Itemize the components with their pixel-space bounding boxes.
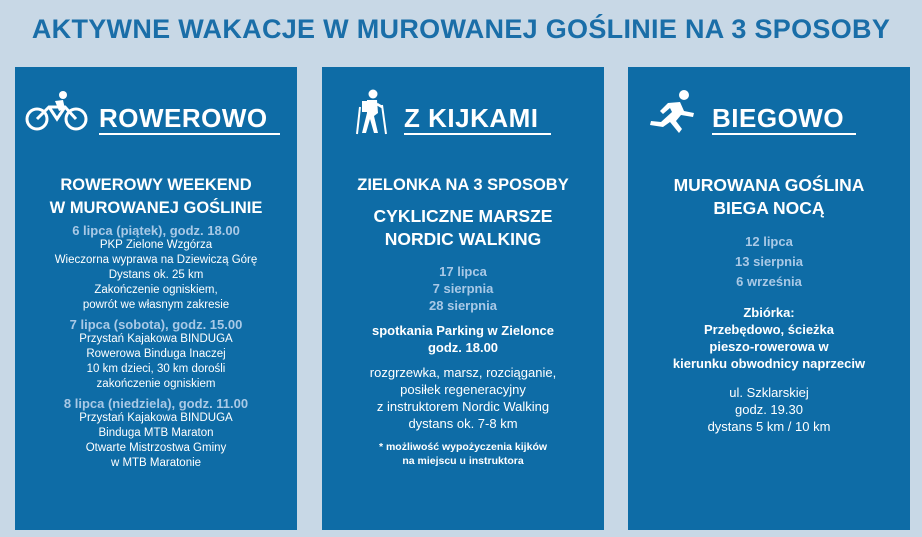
panel-subtitle: ZIELONKA NA 3 SPOSOBY	[357, 176, 569, 194]
event-line: Zakończenie ogniskiem,	[94, 284, 218, 296]
meeting-info: Zbiórka:	[743, 305, 795, 320]
panel-running	[628, 67, 910, 530]
event-date: 8 lipca (niedziela), godz. 11.00	[63, 396, 249, 411]
event-line: Otwarte Mistrzostwa Gminy	[85, 442, 227, 454]
event-date: 12 lipca	[745, 234, 793, 249]
panel-subtitle: NORDIC WALKING	[384, 229, 542, 249]
panel-heading: BIEGOWO	[712, 103, 856, 135]
event-date: 13 sierpnia	[735, 254, 803, 269]
panel-subtitle: BIEGA NOCĄ	[713, 198, 825, 218]
description-line: z instruktorem Nordic Walking	[376, 399, 550, 414]
panel-nordic-walking	[322, 67, 604, 530]
event-line: zakończenie ogniskiem	[96, 378, 216, 390]
meeting-info: kierunku obwodnicy naprzeciw	[672, 356, 866, 371]
event-date: 7 lipca (sobota), godz. 15.00	[69, 317, 243, 332]
panel-body	[328, 174, 598, 468]
event-line: Rowerowa Binduga Inaczej	[86, 348, 226, 360]
info-line: ul. Szklarskiej	[729, 385, 809, 400]
event-line: Przystań Kajakowa BINDUGA	[79, 412, 233, 424]
panel-subtitle: W MUROWANEJ GOŚLINIE	[49, 199, 263, 217]
panel-header	[332, 89, 590, 137]
hiker-icon	[346, 89, 400, 135]
event-line: Wieczorna wyprawa na Dziewiczą Górę	[54, 254, 258, 266]
description-line: rozgrzewka, marsz, rozciąganie,	[369, 365, 557, 380]
event-line: Przystań Kajakowa BINDUGA	[79, 333, 233, 345]
footnote: na miejscu u instruktora	[402, 455, 524, 467]
panel-heading: Z KIJKAMI	[404, 103, 551, 135]
panel-header	[638, 89, 896, 137]
event-date: 28 sierpnia	[429, 298, 497, 313]
panel-heading: ROWEROWO	[99, 103, 280, 135]
panel-body	[21, 174, 291, 471]
event-line: 10 km dzieci, 30 km dorośli	[86, 363, 226, 375]
event-line: w MTB Maratonie	[110, 457, 202, 469]
panel-subtitle: ROWEROWY WEEKEND	[60, 176, 252, 194]
footnote: * możliwość wypożyczenia kijków	[378, 441, 548, 453]
description-line: dystans ok. 7-8 km	[408, 416, 518, 431]
meeting-info: Przebędowo, ścieżka	[703, 322, 835, 337]
panel-header	[25, 89, 283, 137]
event-date: 6 września	[736, 274, 802, 289]
info-line: dystans 5 km / 10 km	[707, 419, 831, 434]
meeting-time: godz. 18.00	[427, 340, 499, 355]
event-line: Dystans ok. 25 km	[108, 269, 204, 281]
page-title: AKTYWNE WAKACJE W MUROWANEJ GOŚLINIE NA 3 SPOSOBY	[31, 14, 891, 44]
panel-body	[634, 174, 904, 435]
event-date: 6 lipca (piątek), godz. 18.00	[72, 223, 240, 238]
event-date: 7 sierpnia	[432, 281, 494, 296]
description-line: posiłek regeneracyjny	[400, 382, 526, 397]
meeting-info: pieszo-rowerowa w	[709, 339, 829, 354]
bicycle-icon	[25, 89, 89, 133]
meeting-info: spotkania Parking w Zielonce	[371, 323, 555, 338]
event-line: Binduga MTB Maraton	[98, 427, 214, 439]
panel-cycling	[15, 67, 297, 530]
event-line: powrót we własnym zakresie	[82, 299, 230, 311]
info-line: godz. 19.30	[735, 402, 803, 417]
panel-subtitle: MUROWANA GOŚLINA	[673, 175, 865, 195]
runner-icon	[646, 89, 702, 135]
panel-subtitle: CYKLICZNE MARSZE	[373, 206, 553, 226]
event-line: PKP Zielone Wzgórza	[99, 239, 213, 251]
event-date: 17 lipca	[439, 264, 487, 279]
